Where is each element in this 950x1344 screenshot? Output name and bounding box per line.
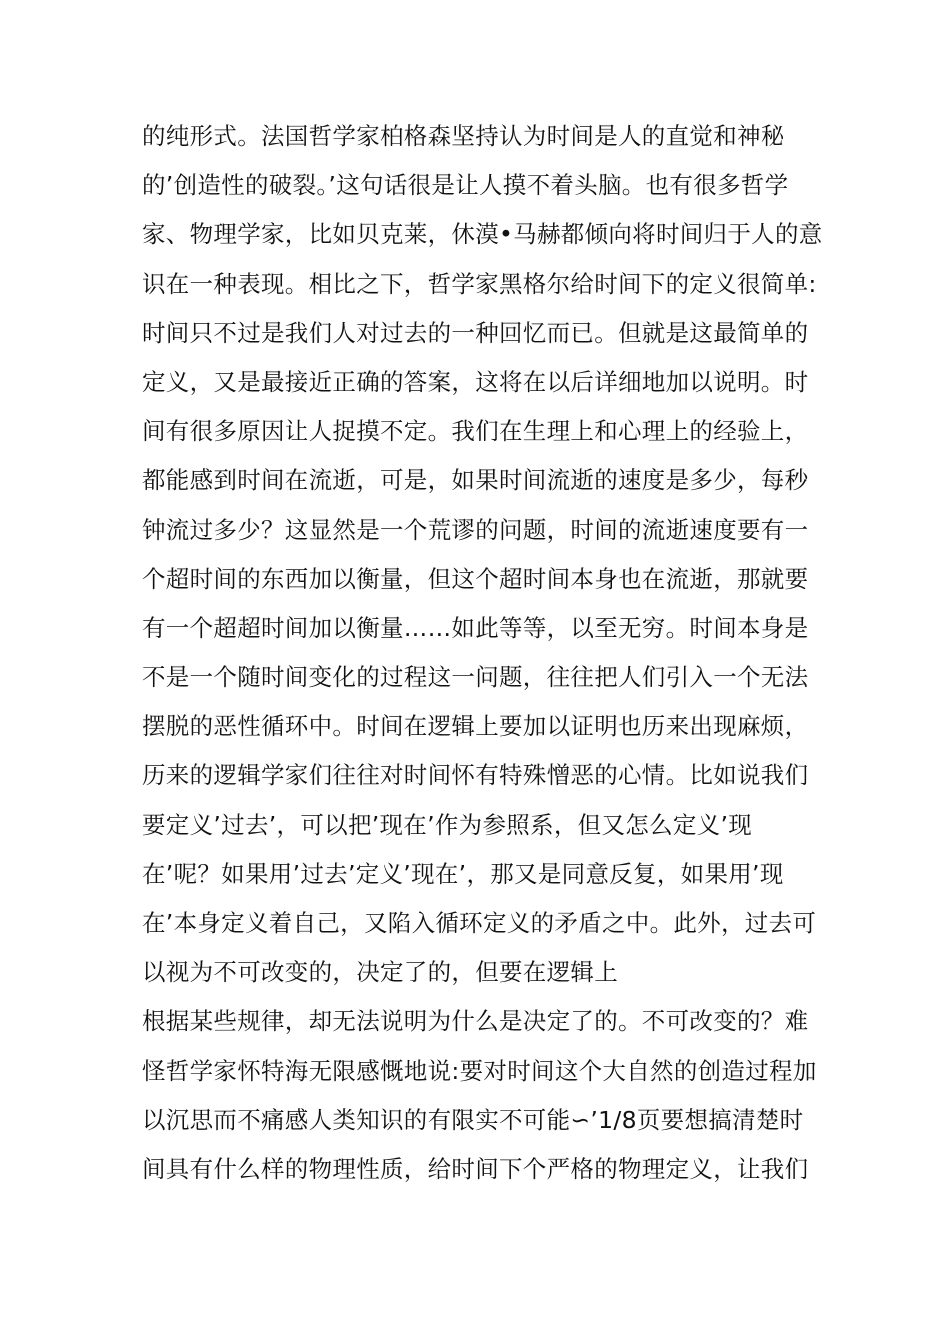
text-line: 以视为不可改变的，决定了的，但要在逻辑上: [142, 958, 618, 987]
text-line: 间具有什么样的物理性质，给时间下个严格的物理定义，让我们: [142, 1154, 809, 1183]
text-line: 历来的逻辑学家们往往对时间怀有特殊憎恶的心情。比如说我们: [142, 761, 809, 790]
text-line: 在’本身定义着自己，又陷入循环定义的矛盾之中。此外，过去可: [142, 909, 817, 937]
text-line: 以沉思而不痛感人类知识的有限实不可能∽’1/8页要想搞清楚时: [142, 1105, 804, 1134]
body-text: [142, 112, 822, 1194]
text-line: 钟流过多少？这显然是一个荒谬的问题，时间的流逝速度要有一: [142, 515, 809, 544]
text-line: 怪哲学家怀特海无限感慨地说:要对时间这个大自然的创造过程加: [142, 1056, 817, 1085]
text-line: 在’呢？如果用’过去’定义’现在’，那又是同意反复，如果用’现: [142, 859, 784, 888]
text-line: 定义，又是最接近正确的答案，这将在以后详细地加以说明。时: [142, 367, 809, 396]
text-line: 摆脱的恶性循环中。时间在逻辑上要加以证明也历来出现麻烦，: [142, 712, 809, 741]
text-line: 识在一种表现。相比之下，哲学家黑格尔给时间下的定义很简单:: [142, 269, 817, 298]
text-line: 间有很多原因让人捉摸不定。我们在生理上和心理上的经验上，: [142, 417, 809, 446]
text-line: 时间只不过是我们人对过去的一种回忆而已。但就是这最简单的: [142, 318, 809, 347]
text-line: 家、物理学家，比如贝克莱，休漠•马赫都倾向将时间归于人的意: [142, 220, 823, 249]
text-line: 要定义’过去’，可以把’现在’作为参照系，但又怎么定义’现: [142, 810, 753, 839]
text-line: 都能感到时间在流逝，可是，如果时间流逝的速度是多少，每秒: [142, 466, 809, 495]
text-line: 有一个超超时间加以衡量……如此等等，以至无穷。时间本身是: [142, 613, 809, 642]
text-line: 的’创造性的破裂。’这句话很是让人摸不着头脑。也有很多哲学: [142, 171, 789, 200]
text-line: 个超时间的东西加以衡量，但这个超时间本身也在流逝，那就要: [142, 564, 809, 593]
text-line: 不是一个随时间变化的过程这一问题，往往把人们引入一个无法: [142, 663, 809, 692]
text-line: 根据某些规律，却无法说明为什么是决定了的。不可改变的？难: [142, 1007, 809, 1036]
text-line: 的纯形式。法国哲学家柏格森坚持认为时间是人的直觉和神秘: [142, 122, 785, 150]
